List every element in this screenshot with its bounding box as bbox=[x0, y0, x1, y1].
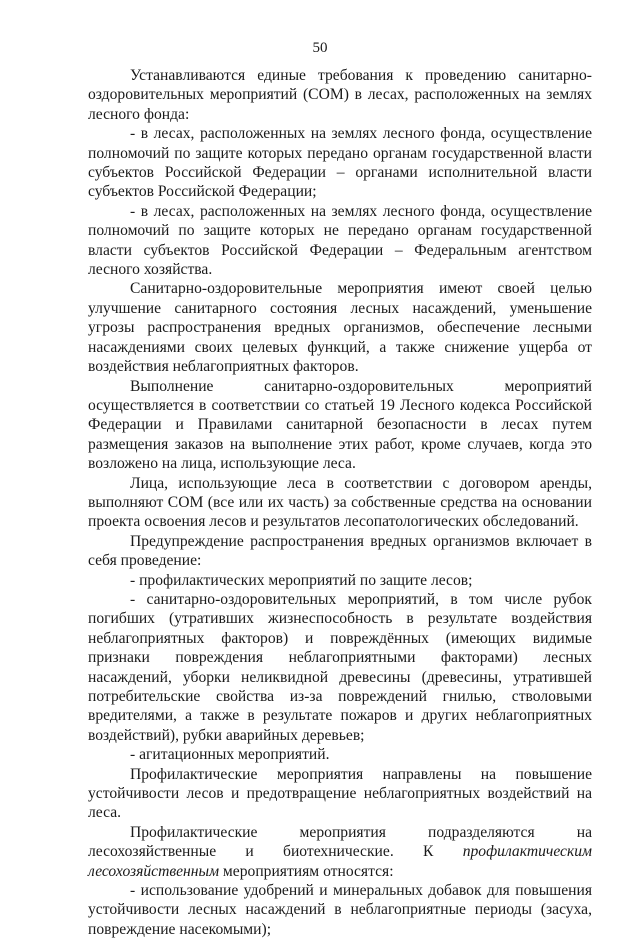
italic-term: профилактическим лесохозяйственным bbox=[88, 843, 592, 880]
paragraph: - в лесах, расположенных на землях лесного фонда, осуществление полномочий по защите которых не передано органам государственной власти субъектов Российской Федерации – Федеральным агентством лесного хозяйства. bbox=[88, 202, 592, 279]
paragraph-text: Профилактические мероприятия подразделяются на лесохозяйственные и биотехнические. К bbox=[88, 823, 592, 861]
paragraph: - профилактических мероприятий по защите лесов; bbox=[130, 571, 473, 589]
paragraph: Устанавливаются единые требования к проведению санитарно-оздоровительных мероприятий (СОМ) в лесах, расположенных на землях лесного фонда: bbox=[88, 67, 592, 123]
paragraph: - в лесах, расположенных на землях лесного фонда, осуществление полномочий по защите которых передано органам государственной власти субъектов Российской Федерации – органами исполнительной власти субъектов Российской Федерации; bbox=[88, 125, 592, 201]
paragraph: Лица, использующие леса в соответствии с договором аренды, выполняют СОМ (все или их часть) за собственные средства на основании проекта освоения лесов и результатов лесопатологических обследований. bbox=[88, 474, 592, 531]
paragraph: Профилактические мероприятия направлены на повышение устойчивости лесов и предотвращение неблагоприятных воздействий на леса. bbox=[88, 765, 592, 822]
paragraph: - санитарно-оздоровительных мероприятий, в том числе рубок погибших (утративших жизнеспособность в результате воздействия неблагоприятных факторов) и повреждённых (имеющих видимые признаки повреждения неблагоприятными факторами) лесных насаждений, уборки неликвидной древесины (древесины, утратившей потребительские свойства из-за повреждений гнилью, стволовыми вредителями, а также в результате пожаров и других неблагоприятных воздействий), рубки аварийных деревьев; bbox=[88, 590, 592, 744]
paragraph: - агитационных мероприятий. bbox=[130, 746, 330, 764]
paragraph-text: мероприятиям относятся: bbox=[219, 862, 394, 880]
paragraph: Выполнение санитарно-оздоровительных мероприятий осуществляется в соответствии со статьей 19 Лесного кодекса Российской Федерации и Правилами санитарной безопасности в лесах путем размещения заказов на выполнение этих работ, кроме случаев, когда это возложено на лица, использующие леса. bbox=[88, 377, 592, 473]
page-number: 50 bbox=[312, 40, 328, 56]
paragraph bbox=[88, 823, 592, 881]
paragraph: - использование удобрений и минеральных добавок для повышения устойчивости лесных насаждений в неблагоприятные периоды (засуха, повреждение насекомыми); bbox=[88, 882, 592, 938]
body-text bbox=[88, 66, 592, 939]
paragraph: Предупреждение распространения вредных организмов включает в себя проведение: bbox=[88, 532, 592, 570]
paragraph: Санитарно-оздоровительные мероприятия имеют своей целью улучшение санитарного состояния лесных насаждений, уменьшение угрозы распространения вредных организмов, обеспечение лесными насаждениями своих целевых функций, а также снижение ущерба от воздействия неблагоприятных факторов. bbox=[88, 280, 592, 376]
